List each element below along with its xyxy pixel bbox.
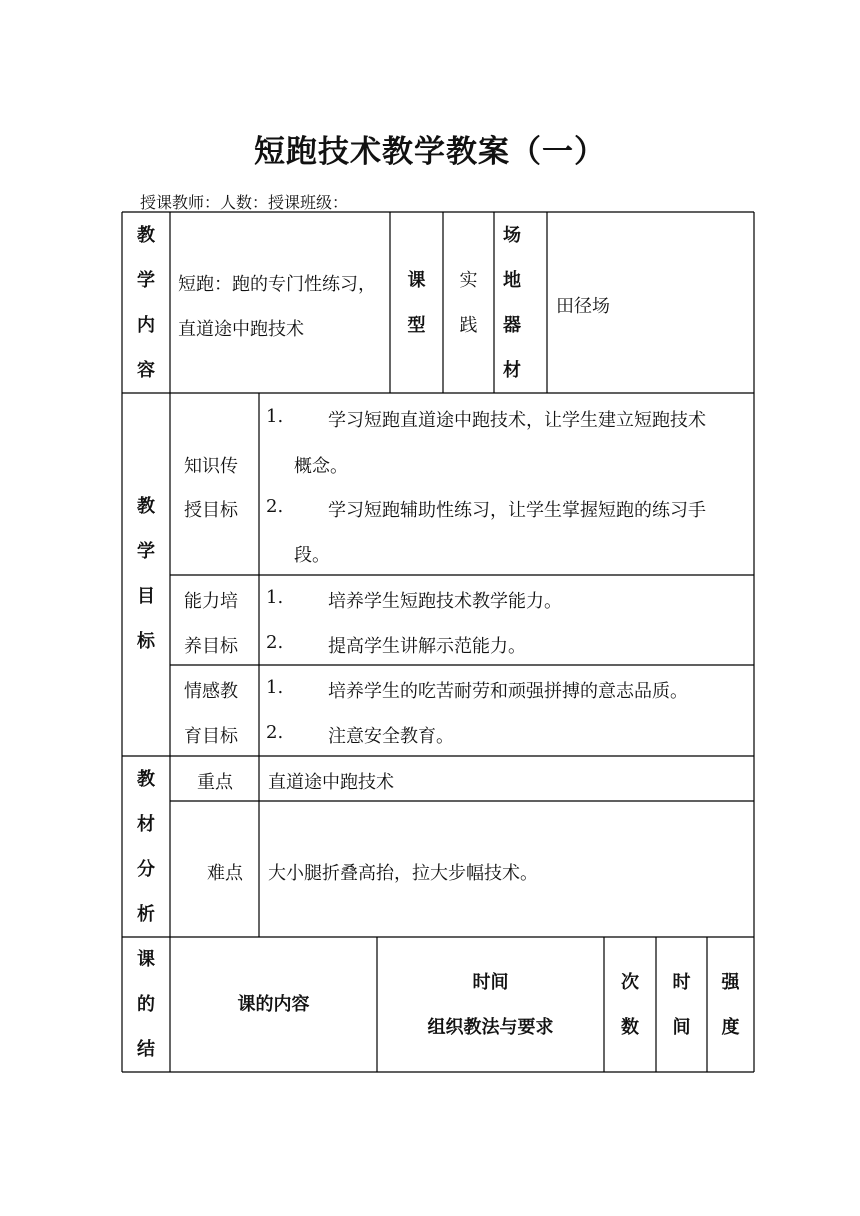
emotion-item-2-text: 注意安全教育。 (328, 726, 454, 747)
time-method-header: 时间 组织教法与要求 (427, 971, 554, 1038)
emotion-item-1-text: 培养学生的吃苦耐劳和顽强拼搏的意志品质。 (328, 681, 688, 702)
venue-equipment-label: 场 地 器 材 (503, 224, 521, 381)
emotion-objective-label-2: 育目标 (184, 726, 238, 747)
ability-item-1-text: 培养学生短跑技术教学能力。 (328, 591, 562, 612)
emotion-item-2-number: 2. (266, 722, 284, 743)
venue-value: 田径场 (556, 296, 610, 317)
difficulty-label: 难点 (207, 863, 243, 884)
knowledge-item-2-number: 2. (266, 496, 284, 517)
count-header: 次 数 (621, 971, 639, 1038)
teaching-content-label: 教 学 内 容 (137, 224, 155, 381)
lesson-content-header: 课的内容 (237, 994, 310, 1015)
ability-objective-label-2: 养目标 (184, 636, 238, 657)
ability-item-2-text: 提高学生讲解示范能力。 (328, 636, 526, 657)
knowledge-item-1-number: 1. (266, 406, 284, 427)
teacher-info-line: 授课教师：人数：授课班级： (140, 193, 349, 212)
key-point-label: 重点 (197, 772, 233, 793)
teaching-content-line-1: 短跑：跑的专门性练习， (178, 274, 376, 295)
knowledge-item-2-text-cont: 段。 (294, 545, 330, 566)
ability-item-2-number: 2. (266, 632, 284, 653)
difficulty-value: 大小腿折叠高抬，拉大步幅技术。 (268, 863, 538, 884)
lesson-type-value: 实 践 (459, 269, 478, 336)
knowledge-item-1-text-cont: 概念。 (294, 456, 348, 477)
key-point-value: 直道途中跑技术 (268, 772, 394, 793)
teaching-objectives-label: 教 学 目 标 (137, 496, 155, 652)
duration-header: 时 间 (672, 971, 691, 1038)
teaching-content-line-2: 直道途中跑技术 (178, 319, 304, 340)
knowledge-item-1-text: 学习短跑直道途中跑技术，让学生建立短跑技术 (328, 410, 706, 431)
lesson-structure-label: 课 的 结 (137, 949, 155, 1060)
ability-objective-label-1: 能力培 (184, 591, 238, 612)
emotion-item-1-number: 1. (266, 677, 284, 698)
knowledge-objective-label-1: 知识传 (184, 456, 238, 477)
knowledge-objective-label-2: 授目标 (184, 500, 238, 521)
lesson-type-label: 课 型 (407, 269, 426, 336)
page-title: 短跑技术教学教案（一） (254, 134, 606, 170)
material-analysis-label: 教 材 分 析 (137, 768, 155, 925)
knowledge-item-2-text: 学习短跑辅助性练习，让学生掌握短跑的练习手 (328, 500, 706, 521)
emotion-objective-label-1: 情感教 (184, 681, 238, 702)
intensity-header: 强 度 (721, 971, 740, 1038)
ability-item-1-number: 1. (266, 587, 284, 608)
